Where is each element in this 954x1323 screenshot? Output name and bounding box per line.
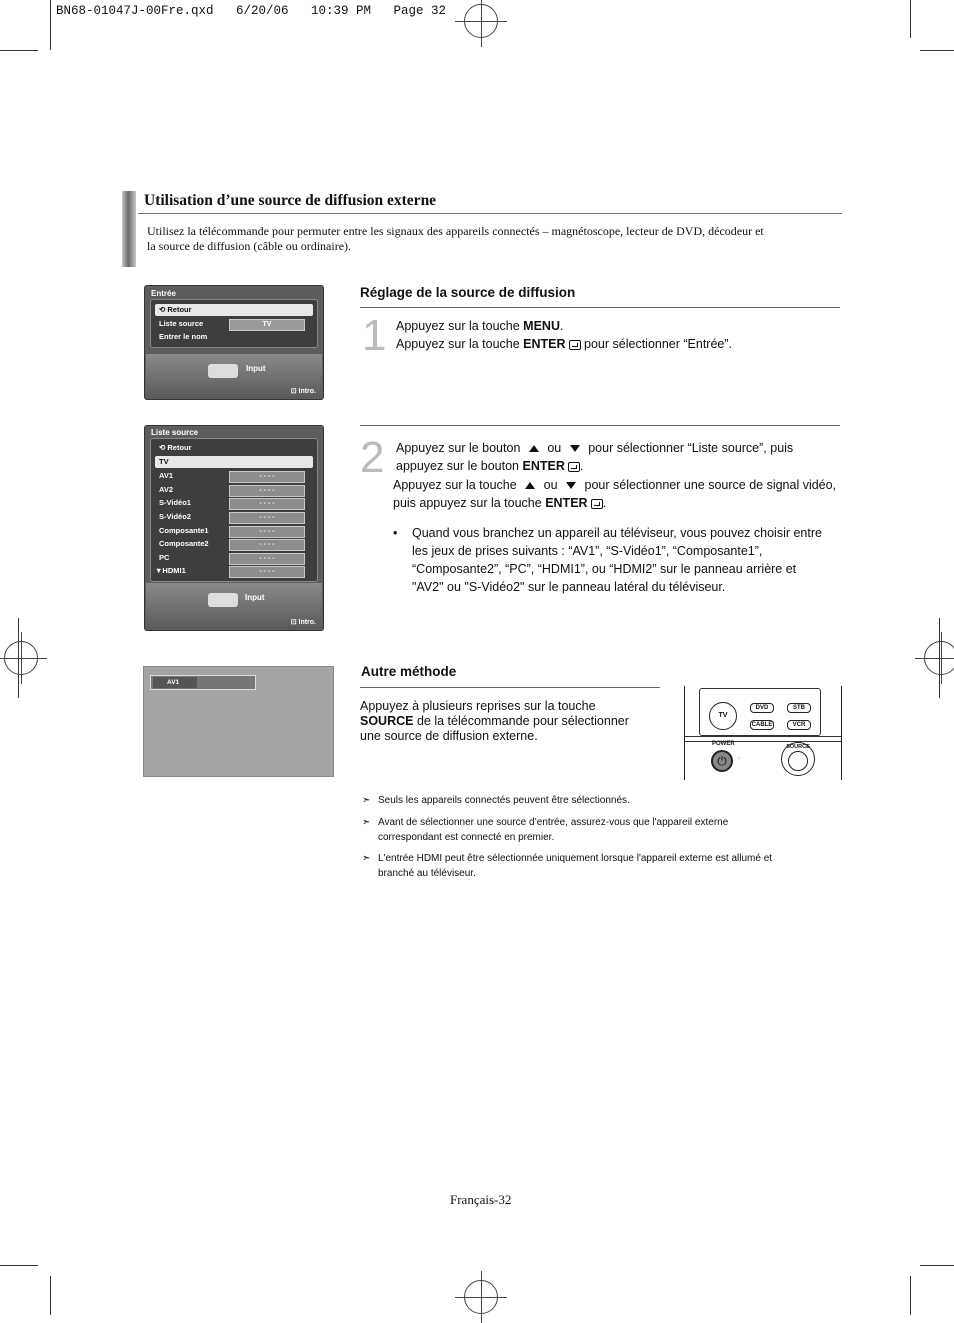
osd-source-banner [143,666,334,777]
power-label: POWER [712,741,735,747]
osd-intro [291,618,316,626]
osd-row[interactable] [155,470,313,482]
crop-mark [50,1276,51,1315]
enter-icon: ⊡ [290,619,299,626]
crop-mark [910,1276,911,1315]
note-arrow-icon: ➣ [362,817,371,828]
step-line [393,494,841,512]
tv-button[interactable]: TV [709,702,737,730]
osd-row-label: TV [159,457,169,466]
step2-text [396,439,841,475]
bullet-line: "AV2" ou "S-Vidéo2" sur le panneau latéral du téléviseur. [412,580,726,594]
text: Appuyez sur le bouton [396,441,524,455]
key-label: ENTER [522,459,565,473]
osd-row-label: S-Vidéo1 [159,498,191,507]
osd-header: Liste source [151,428,199,437]
note-line: branché au téléviseur. [378,868,476,879]
osd-row-label: AV2 [159,485,174,494]
osd-row-entrer-nom[interactable] [155,331,313,343]
text: puis appuyez sur la touche [393,496,546,510]
osd-row-retour[interactable] [155,442,313,454]
bullet-text [412,524,842,596]
intro-text [147,224,764,254]
key-label: SOURCE [360,714,414,728]
crop-mark [920,50,954,51]
osd-row[interactable] [155,538,313,550]
subsection-title: Autre méthode [361,664,457,679]
osd-value: - - - - [229,566,305,578]
note: Seuls les appareils connectés peuvent être sélectionnés. [378,795,630,806]
osd-menu [150,299,318,348]
osd-row-label: Retour [167,305,192,314]
osd-value: - - - - [229,485,305,497]
text-line [360,714,660,729]
osd-input-label: Input [246,364,266,373]
source-label: AV1 [153,677,197,688]
osd-row[interactable] [155,497,313,509]
osd-row-tv[interactable] [155,456,313,468]
osd-intro-label: Intro. [298,619,316,626]
power-button[interactable] [711,750,733,772]
title-divider [138,213,842,214]
osd-row-label: Composante2 [159,539,209,548]
source-ring [781,742,815,776]
osd-value: TV [229,319,305,331]
registration-mark [4,641,38,675]
enter-icon [569,340,581,350]
remote-divider [685,736,841,742]
osd-row-label: Liste source [159,319,204,328]
key-label: ENTER [545,496,588,510]
text: . [579,459,584,473]
osd-row-label: ▼HDMI1 [155,566,186,575]
step-number: 2 [360,433,385,482]
bullet: • [393,526,398,540]
osd-row-liste-source[interactable] [155,318,313,330]
osd-value: - - - - [229,498,305,510]
osd-row-label: Entrer le nom [159,332,208,341]
power-icon: ⏻ [717,754,727,768]
step-line [396,335,836,353]
text: Appuyez sur la touche [396,337,524,351]
text-line: Appuyez à plusieurs reprises sur la touche [360,699,596,713]
step-line [396,317,836,335]
osd-value: - - - - [229,539,305,551]
osd-footer [146,354,322,398]
crop-mark [50,0,51,50]
osd-intro-label: Intro. [298,388,316,395]
step-line [396,439,841,457]
text: Appuyez sur la touche [393,478,521,492]
text: . [602,496,607,510]
text-line: une source de diffusion externe. [360,729,538,743]
osd-row-label: Composante1 [159,526,209,535]
back-icon: ⟲ [159,443,168,452]
note [378,851,818,881]
crop-mark [910,0,911,38]
step-line [396,457,841,475]
note-line: correspondant est connecté en premier. [378,832,555,843]
intro-line: la source de diffusion (câble ou ordinaire). [147,239,352,253]
enter-icon [591,499,603,509]
stb-button[interactable]: STB [787,703,811,713]
step1-text [396,317,836,353]
text: pour sélectionner une source de signal vidéo, [581,478,837,492]
up-arrow-icon [529,445,539,452]
bullet-line: les jeux de prises suivants : “AV1”, “S-Vidéo1”, “Composante1”, [412,544,763,558]
down-arrow-icon [566,482,576,489]
subsection-divider [360,307,840,308]
text: ou [543,441,565,455]
step2-text-b [393,476,841,512]
bullet-line: “Composante2”, “PC”, “HDMI1”, ou “HDMI2” sur le panneau arrière et [412,562,797,576]
osd-header: Entrée [151,289,176,298]
note-line: Avant de sélectionner une source d’entrée, assurez-vous que l'appareil externe [378,817,729,828]
autre-text [360,699,660,744]
text: ou [540,478,562,492]
enter-icon [568,462,580,472]
step-number: 1 [362,311,387,360]
remote-dots: ⁘ [737,756,743,762]
registration-mark [464,4,498,38]
input-icon [208,593,238,607]
step-line [393,476,841,494]
crop-mark [0,50,38,51]
section-title: Utilisation d’une source de diffusion externe [144,192,437,209]
osd-row[interactable] [151,565,313,577]
crop-mark [0,1265,38,1266]
osd-value: - - - - [229,526,305,538]
section-bar [122,191,136,267]
osd-value: - - - - [229,553,305,565]
input-icon [208,364,238,378]
text: appuyez sur le bouton [396,459,523,473]
osd-liste-source [144,425,324,631]
osd-value: - - - - [229,512,305,524]
note-arrow-icon: ➣ [362,853,371,864]
osd-row-label: S-Vidéo2 [159,512,191,521]
step-divider [360,425,840,426]
page-number: Français-32 [450,1192,512,1207]
vcr-button[interactable]: VCR [787,720,811,730]
text: . [559,319,564,333]
registration-mark [464,1280,498,1314]
subsection-divider [360,687,660,688]
cable-button[interactable]: CABLE [751,722,773,728]
source-label: SOURCE [786,744,810,750]
osd-menu [150,438,318,582]
osd-intro [291,387,316,395]
note-line: L'entrée HDMI peut être sélectionnée uniquement lorsque l'appareil externe est allumé et [378,853,773,864]
note [378,815,818,845]
dvd-button[interactable]: DVD [750,703,774,713]
note-arrow-icon: ➣ [362,795,371,806]
osd-row-retour[interactable] [155,304,313,316]
osd-row[interactable] [155,511,313,523]
osd-row[interactable] [155,552,313,564]
up-arrow-icon [525,482,535,489]
osd-entree [144,285,324,400]
osd-row-label: AV1 [159,471,174,480]
osd-row[interactable] [155,484,313,496]
file-info: BN68-01047J-00Fre.qxd 6/20/06 10:39 PM Page 32 [56,4,447,18]
key-label: ENTER [523,337,566,351]
key-label: MENU [523,319,560,333]
text: Appuyez sur la touche [396,319,524,333]
text: pour sélectionner “Entrée”. [580,337,733,351]
osd-input-label: Input [245,593,265,602]
osd-value: - - - - [229,471,305,483]
crop-mark [939,618,940,698]
text: de la télécommande pour sélectionner [413,714,629,728]
remote-illustration [684,686,842,780]
text: pour sélectionner “Liste source”, puis [584,441,794,455]
enter-icon: ⊡ [290,388,299,395]
subsection-title: Réglage de la source de diffusion [360,285,576,300]
crop-mark [18,618,19,698]
osd-row-label: Retour [167,443,192,452]
crop-mark [920,1265,954,1266]
down-arrow-icon [570,445,580,452]
intro-line: Utilisez la télécommande pour permuter entre les signaux des appareils connectés – magnétoscope, lecteur de DVD, décodeur et [147,224,764,238]
osd-row-label: PC [159,553,170,562]
source-button[interactable] [788,751,808,771]
osd-footer [146,583,322,629]
back-icon: ⟲ [159,305,168,314]
osd-row[interactable] [155,525,313,537]
source-box [150,675,256,690]
bullet-line: Quand vous branchez un appareil au téléviseur, vous pouvez choisir entre [412,526,822,540]
